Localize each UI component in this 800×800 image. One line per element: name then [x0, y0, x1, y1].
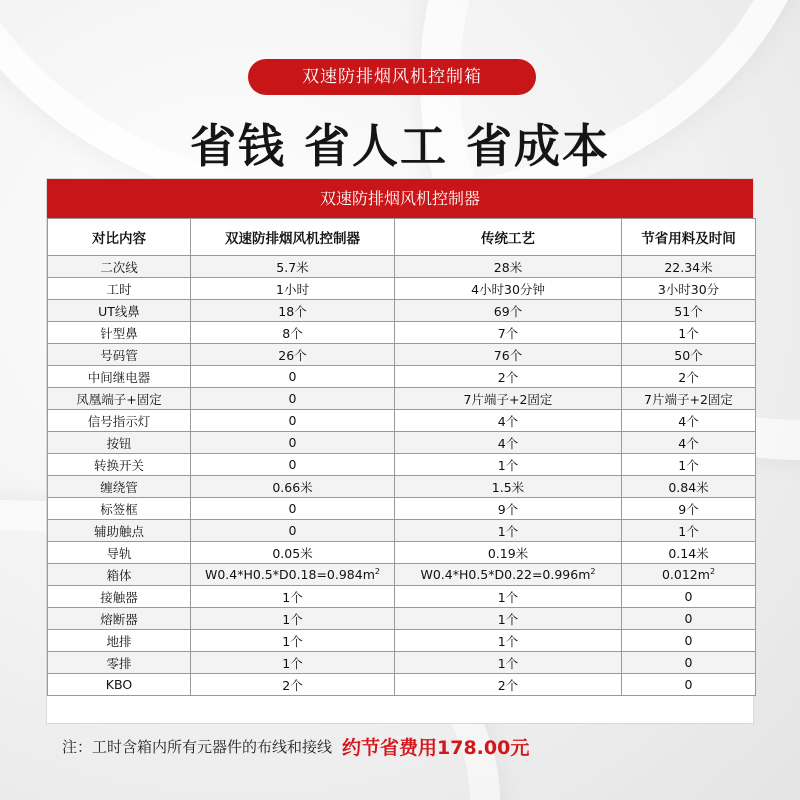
table-cell: 76个 [395, 344, 622, 366]
cell-superscript: 2 [374, 566, 380, 576]
table-cell: 4个 [622, 432, 756, 454]
comparison-table-panel [46, 178, 754, 724]
table-cell: 1小时 [191, 278, 395, 300]
table-cell: 2个 [191, 674, 395, 696]
cell-value: 0.012m [661, 567, 710, 583]
table-cell: 1个 [191, 608, 395, 630]
table-cell: 7片端子+2固定 [622, 388, 756, 410]
table-cell: 2个 [395, 366, 622, 388]
table-row [48, 300, 756, 322]
table-cell: 号码管 [48, 344, 191, 366]
table-cell: 51个 [622, 300, 756, 322]
table-body [48, 256, 756, 696]
cell-superscript: 2 [590, 566, 596, 576]
table-cell: 1个 [622, 454, 756, 476]
table-row [48, 542, 756, 564]
table-cell: 18个 [191, 300, 395, 322]
cell-value: W0.4*H0.5*D0.22=0.996m [420, 567, 591, 583]
table-cell: 箱体 [48, 564, 191, 586]
table-cell: 1个 [395, 608, 622, 630]
table-cell: 二次线 [48, 256, 191, 278]
table-cell: 工时 [48, 278, 191, 300]
table-cell: 1个 [395, 630, 622, 652]
table-cell: 熔断器 [48, 608, 191, 630]
table-cell: 按钮 [48, 432, 191, 454]
table-cell: 1个 [395, 586, 622, 608]
table-cell: 1.5米 [395, 476, 622, 498]
table-cell: 8个 [191, 322, 395, 344]
table-cell: 1个 [395, 454, 622, 476]
table-cell: KBO [48, 674, 191, 696]
header-cell: 节省用料及时间 [622, 219, 756, 256]
table-cell: 1个 [191, 652, 395, 674]
table-cell: 4个 [395, 432, 622, 454]
table-cell: 0.19米 [395, 542, 622, 564]
table-cell: 0 [622, 586, 756, 608]
table-cell: UT线鼻 [48, 300, 191, 322]
table-cell: 1个 [395, 652, 622, 674]
table-cell: 接触器 [48, 586, 191, 608]
table-cell: 0 [191, 432, 395, 454]
table-cell: 9个 [395, 498, 622, 520]
savings-highlight: 约节省费用178.00元 [342, 736, 530, 759]
table-cell: 1个 [395, 520, 622, 542]
cell-superscript: 2 [709, 566, 716, 576]
table-row [48, 432, 756, 454]
table-row [48, 564, 756, 586]
table-cell: 导轨 [48, 542, 191, 564]
table-cell: 4个 [395, 410, 622, 432]
table-cell: 0 [191, 498, 395, 520]
table-cell: 地排 [48, 630, 191, 652]
table-row [48, 498, 756, 520]
table-cell: 2个 [622, 366, 756, 388]
table-cell: 凤凰端子+固定 [48, 388, 191, 410]
table-header-row [48, 219, 756, 256]
table-row [48, 278, 756, 300]
table-cell: 0 [191, 410, 395, 432]
header-cell: 传统工艺 [395, 219, 622, 256]
table-cell: 1个 [191, 586, 395, 608]
table-row [48, 366, 756, 388]
table-cell: 1个 [622, 520, 756, 542]
table-cell: 0.66米 [191, 476, 395, 498]
table-cell: 缠绕管 [48, 476, 191, 498]
header-cell: 双速防排烟风机控制器 [191, 219, 395, 256]
table-cell: 0 [191, 454, 395, 476]
footnote [62, 731, 529, 761]
table-cell: 22.34米 [622, 256, 756, 278]
table-cell: 7片端子+2固定 [395, 388, 622, 410]
table-row [48, 652, 756, 674]
table-cell: 28米 [395, 256, 622, 278]
table-cell: 辅助触点 [48, 520, 191, 542]
table-cell: 9个 [622, 498, 756, 520]
cell-value: W0.4*H0.5*D0.18=0.984m [204, 567, 375, 583]
table-row [48, 630, 756, 652]
table-cell: 26个 [191, 344, 395, 366]
table-cell: 4小时30分钟 [395, 278, 622, 300]
table-cell: 2个 [395, 674, 622, 696]
table-row [48, 454, 756, 476]
table-cell: 7个 [395, 322, 622, 344]
table-row [48, 322, 756, 344]
table-cell: 69个 [395, 300, 622, 322]
table-cell: 0 [191, 366, 395, 388]
table-cell: 4个 [622, 410, 756, 432]
table-cell: 0 [191, 388, 395, 410]
table-cell [395, 564, 622, 586]
table-row [48, 410, 756, 432]
table-row [48, 674, 756, 696]
table-row [48, 256, 756, 278]
table-cell: 1个 [191, 630, 395, 652]
table-cell: 50个 [622, 344, 756, 366]
table-cell: 1个 [622, 322, 756, 344]
table-cell: 零排 [48, 652, 191, 674]
header-cell: 对比内容 [48, 219, 191, 256]
table-cell: 0 [622, 608, 756, 630]
table-cell [191, 564, 395, 586]
table-cell: 0 [191, 520, 395, 542]
table-row [48, 388, 756, 410]
table-cell: 3小时30分 [622, 278, 756, 300]
table-cell: 0 [622, 652, 756, 674]
table-row [48, 476, 756, 498]
product-banner: 双速防排烟风机控制箱 [248, 59, 536, 95]
table-cell: 0.14米 [622, 542, 756, 564]
table-cell: 0.05米 [191, 542, 395, 564]
table-row [48, 520, 756, 542]
comparison-table [47, 218, 756, 696]
table-cell: 0 [622, 674, 756, 696]
table-cell: 针型鼻 [48, 322, 191, 344]
footnote-text: 注：工时含箱内所有元器件的布线和接线 [62, 737, 333, 756]
table-row [48, 344, 756, 366]
table-cell: 转换开关 [48, 454, 191, 476]
table-cell [622, 564, 756, 586]
table-row [48, 608, 756, 630]
table-cell: 中间继电器 [48, 366, 191, 388]
table-cell: 0 [622, 630, 756, 652]
table-cell: 5.7米 [191, 256, 395, 278]
table-cell: 0.84米 [622, 476, 756, 498]
headline: 省钱 省人工 省成本 [189, 119, 611, 173]
table-cell: 标签框 [48, 498, 191, 520]
table-row [48, 586, 756, 608]
table-title: 双速防排烟风机控制器 [47, 179, 753, 218]
table-cell: 信号指示灯 [48, 410, 191, 432]
